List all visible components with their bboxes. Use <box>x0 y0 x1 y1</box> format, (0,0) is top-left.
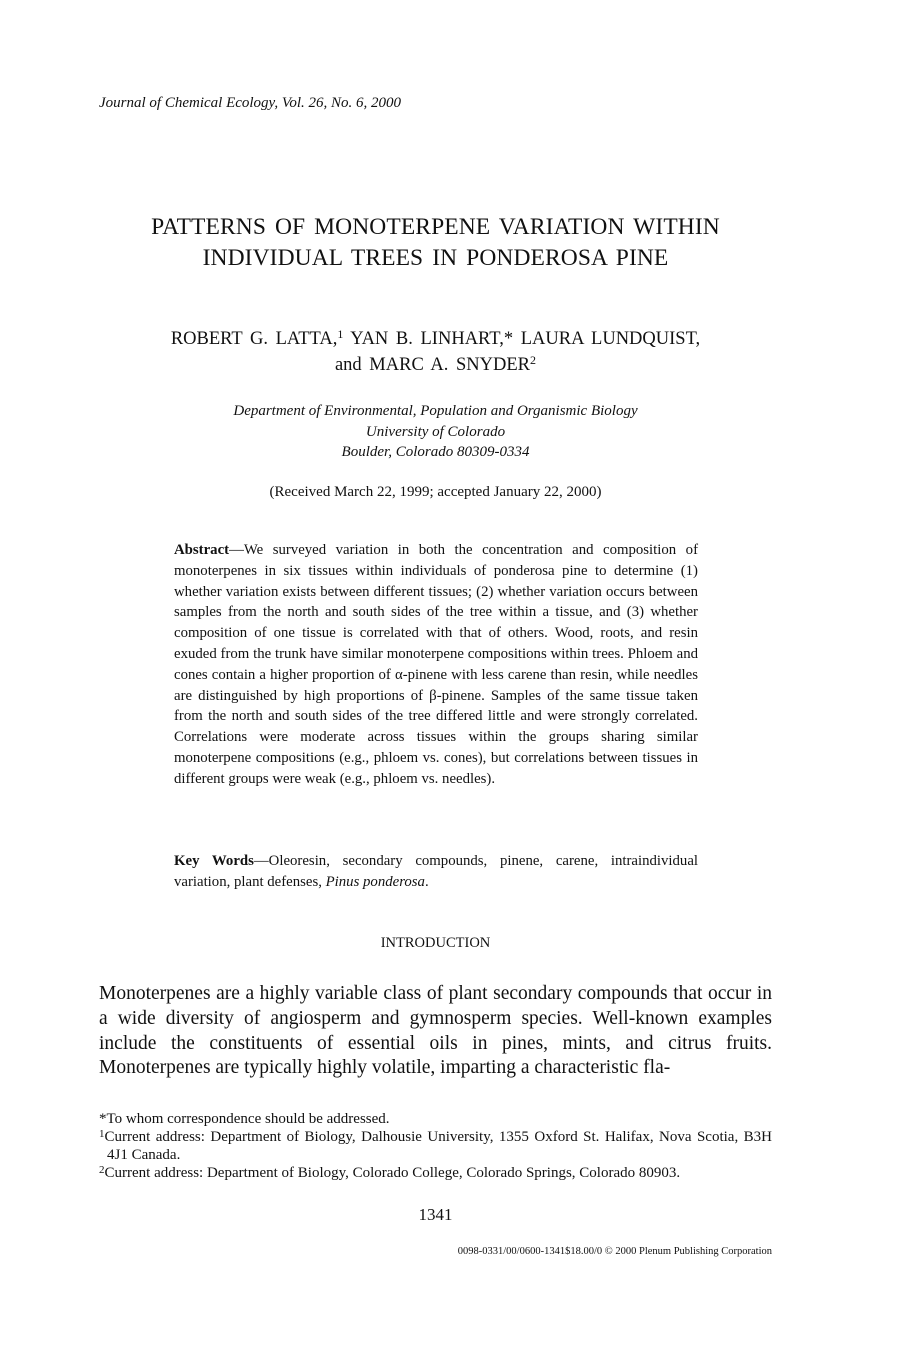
affiliation-university: University of Colorado <box>365 423 506 440</box>
footnote-2-text: Current address: Department of Biology, Colorado College, Colorado Springs, Colorado 80903. <box>104 1165 681 1181</box>
author-line-1 <box>0 326 871 352</box>
author-latta: ROBERT G. LATTA, <box>170 329 338 349</box>
footnote-1-text: Current address: Department of Biology, Dalhousie University, 1355 Oxford St. Halifax, Nova Scotia, B3H 4J1 Canada. <box>104 1129 772 1163</box>
introduction-paragraph: Monoterpenes are a highly variable class of plant secondary compounds that occur in a wide diversity of angiosperm and gymnosperm species. Well-known examples include the constituents of essential oils in pines, mints, and citrus fruits. Monoterpenes are typically highly volatile, imparting a characteristic fla- <box>99 983 772 1079</box>
footnotes <box>99 1110 772 1182</box>
footnote-2 <box>99 1164 772 1182</box>
footnote-marker-2: 2 <box>530 353 537 367</box>
title-line-2: INDIVIDUAL TREES IN PONDEROSA PINE <box>202 245 669 271</box>
affiliation-location: Boulder, Colorado 80309-0334 <box>341 444 530 460</box>
author-line-2 <box>0 352 871 378</box>
affiliation-department: Department of Environmental, Population and Organismic Biology <box>233 403 638 419</box>
copyright-line: 0098-0331/00/0600-1341$18.00/0 © 2000 Plenum Publishing Corporation <box>457 1246 772 1257</box>
keywords-end: . <box>424 874 429 890</box>
key-words <box>174 851 698 893</box>
author-list <box>0 326 871 378</box>
title-line-1: PATTERNS OF MONOTERPENE VARIATION WITHIN <box>151 214 720 240</box>
section-heading-introduction: INTRODUCTION <box>380 935 491 951</box>
footnote-2-marker: 2 <box>99 1164 105 1176</box>
keywords-label: Key Words <box>174 853 254 869</box>
footnote-marker-1: 1 <box>337 327 344 341</box>
author-snyder: and MARC A. SNYDER <box>334 355 531 375</box>
journal-citation: Journal of Chemical Ecology, Vol. 26, No. 6, 2000 <box>99 95 402 111</box>
page-number: 1341 <box>418 1205 453 1224</box>
received-dates: (Received March 22, 1999; accepted January 22, 2000) <box>269 484 602 500</box>
affiliation <box>0 401 871 463</box>
article-title <box>0 212 871 274</box>
keywords-text: —Oleoresin, secondary compounds, pinene, carene, intraindividual variation, plant defenses, <box>174 853 698 890</box>
footnote-correspondence: *To whom correspondence should be addressed. <box>99 1111 390 1127</box>
abstract-label: Abstract <box>174 542 230 558</box>
footnote-1 <box>99 1128 772 1164</box>
author-linhart-lundquist: YAN B. LINHART,* LAURA LUNDQUIST, <box>343 329 701 349</box>
abstract-text: —We surveyed variation in both the concentration and composition of monoterpenes in six tissues within individuals of ponderosa pine to determine (1) whether variation exists between different tissues; (2) whether variation occurs between samples from the north and south sides of the tree within a tissue, and (3) whether composition of one tissue is correlated with that of others. Wood, roots, and resin exuded from the trunk have similar monoterpene compositions within trees. Phloem and cones contain a higher proportion of α-pinene with less carene than resin, while needles are distinguished by high proportions of β-pinene. Samples of the same tissue taken from the north and south sides of the tree differed little and were strongly correlated. Correlations were moderate across tissues within the groups sharing similar monoterpene compositions (e.g., phloem vs. cones), but correlations between tissues in different groups were weak (e.g., phloem vs. needles). <box>174 542 698 787</box>
keywords-species: Pinus ponderosa <box>325 874 425 890</box>
footnote-1-marker: 1 <box>99 1128 105 1140</box>
abstract <box>174 540 698 790</box>
